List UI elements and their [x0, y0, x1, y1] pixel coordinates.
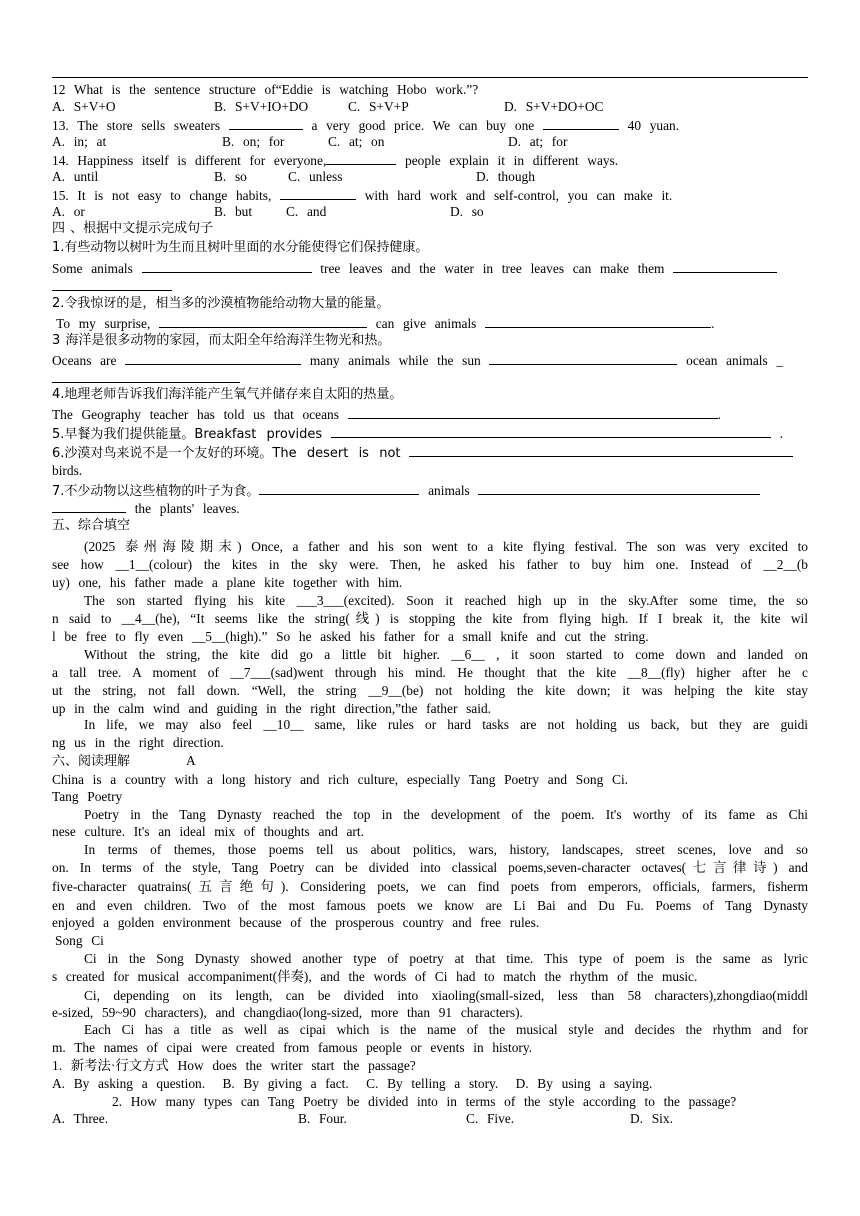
q12-option-a: A. S+V+O	[52, 99, 116, 114]
blank[interactable]	[229, 116, 303, 130]
blank[interactable]	[52, 499, 126, 513]
sentence-7-continuation: the plants' leaves.	[52, 499, 808, 518]
blank[interactable]	[673, 259, 777, 273]
blank[interactable]	[543, 116, 619, 130]
song-p3-line2: m. The names of cipai were created from famous people or events in history.	[52, 1040, 533, 1055]
blank[interactable]	[142, 259, 312, 273]
section-5-heading: 五、综合填空	[52, 518, 131, 533]
q2-option-b: B. Four.	[298, 1111, 347, 1126]
tang-p2-line5: enjoyed a golden environment because of the prosperous country and free rules.	[52, 915, 540, 930]
blank[interactable]	[52, 369, 240, 383]
tang-p1-line2: nese culture. It's an ideal mix of thoughts and art.	[52, 824, 364, 839]
sentence-3-continuation	[52, 369, 808, 388]
cloze-p3-line2: a tall tree. A moment of __7___(sad)went through his mind. He thought that the kite __8__(fly) higher after he c	[52, 665, 808, 680]
sentence-6-continuation: birds.	[52, 463, 83, 478]
sentence-4-chinese: 4.地理老师告诉我们海洋能产生氧气并储存来自太阳的热量。	[52, 387, 403, 402]
blank[interactable]	[489, 351, 677, 365]
cloze-p4-line1: In life, we may also feel __10__ same, like rules or hard tasks are not holding us back, but they are guidi	[84, 717, 808, 732]
q14-option-a: A. until	[52, 169, 99, 184]
question-15-stem: 15. It is not easy to change habits, with hard work and self-control, you can make it.	[52, 188, 673, 203]
tang-poetry-title: Tang Poetry	[52, 789, 123, 804]
blank[interactable]	[52, 277, 172, 291]
q15-option-c: C. and	[286, 204, 327, 219]
question-12-stem: 12 What is the sentence structure of“Eddie is watching Hobo work.”?	[52, 82, 479, 97]
song-p3-line1: Each Ci has a title as well as cipai which is the name of the musical style and decides the rhythm and for	[84, 1022, 808, 1037]
blank[interactable]	[485, 314, 711, 328]
sentence-1-english: Some animals tree leaves and the water in tree leaves can make them	[52, 259, 808, 278]
cloze-p4-line2: ng us in the right direction.	[52, 735, 224, 750]
sentence-6: 6.沙漠对鸟来说不是一个友好的环境。The desert is not	[52, 443, 808, 463]
cloze-p3-line4: up in the calm wind and guiding in the right direction,”the father said.	[52, 701, 492, 716]
blank[interactable]	[159, 314, 367, 328]
blank[interactable]	[280, 186, 356, 200]
blank[interactable]	[331, 424, 771, 438]
cloze-p2-line2: n said to __4__(he), “It seems like the string(线) is stopping the kite from flying high. If I break it, the kite wil	[52, 611, 808, 626]
q13-option-b: B. on; for	[222, 134, 285, 149]
header-rule	[52, 77, 808, 78]
q12-option-b: B. S+V+IO+DO	[214, 99, 309, 114]
blank[interactable]	[326, 151, 396, 165]
q14-option-d: D. though	[476, 169, 535, 184]
song-p1-line2: s created for musical accompaniment(伴奏), and the words of Ci had to match the rhythm of the music.	[52, 969, 698, 984]
sentence-2-english: To my surprise, can give animals .	[56, 316, 715, 331]
cloze-p1-line2: see how __1__(colour) the kites in the sky were. Then, he asked his father to buy him one. Instead of __2__(b	[52, 557, 808, 572]
song-p1-line1: Ci in the Song Dynasty showed another type of poetry at that time. This type of poem is the same as lyric	[84, 951, 808, 966]
sentence-3-chinese: 3 海洋是很多动物的家园，而太阳全年给海洋生物光和热。	[52, 333, 391, 348]
cloze-p3-line1: Without the string, the kite did go a little bit higher. __6__ , it soon started to come down and landed on	[84, 647, 808, 662]
tang-p2-line3: five-character quatrains(五言绝句). Considering poets, we can find poets from emperors, officials, farmers, fisherm	[52, 879, 808, 894]
q2-option-d: D. Six.	[630, 1111, 673, 1126]
song-p2-line2: e-sized, 59~90 characters), and changdiao(long-sized, more than 91 characters).	[52, 1005, 523, 1020]
reading-q2-options	[52, 1110, 808, 1215]
q13-option-a: A. in; at	[52, 134, 107, 149]
q15-option-a: A. or	[52, 204, 85, 219]
blank[interactable]	[409, 443, 793, 457]
section-4-heading: 四 、根据中文提示完成句子	[52, 221, 214, 236]
sentence-3-english: Oceans are many animals while the sun ocean animals _	[52, 353, 784, 368]
blank[interactable]	[259, 481, 419, 495]
blank[interactable]	[125, 351, 301, 365]
tang-p2-line1: In terms of themes, those poems tell us about politics, wars, history, landscapes, street scenes, love and so	[84, 842, 808, 857]
q15-option-b: B. but	[214, 204, 253, 219]
reading-q2-stem: 2. How many types can Tang Poetry be divided into in terms of the style according to the passage?	[112, 1094, 737, 1109]
tang-p2-line2: on. In terms of the style, Tang Poetry can be divided into classical poems,seven-character octaves(七言律诗) and	[52, 860, 808, 875]
song-p2-line1: Ci, depending on its length, can be divided into xiaoling(small-sized, less than 58 characters),zhongdiao(middl	[84, 988, 808, 1003]
question-13-stem: 13. The store sells sweaters a very good price. We can buy one 40 yuan.	[52, 118, 680, 133]
sentence-4-english: The Geography teacher has told us that oceans .	[52, 407, 721, 422]
q14-option-b: B. so	[214, 169, 247, 184]
cloze-p2-line3: l be free to fly even __5__(high).” So he asked his father for a small knife and cut the string.	[52, 629, 649, 644]
reading-q1-options: A. By asking a question. B. By giving a fact. C. By telling a story. D. By using a saying.	[52, 1076, 653, 1091]
q12-option-c: C. S+V+P	[348, 99, 409, 114]
song-ci-title: Song Ci	[55, 933, 104, 948]
q2-option-c: C. Five.	[466, 1111, 515, 1126]
q13-option-c: C. at; on	[328, 134, 385, 149]
cloze-p2-line1: The son started flying his kite ___3___(excited). Soon it reached high up in the sky.After some time, the so	[84, 593, 808, 608]
blank[interactable]	[478, 481, 760, 495]
cloze-p3-line3: ut the string, not fall down. “Well, the string __9__(be) not holding the kite down; it was helping the kite stay	[52, 683, 808, 698]
sentence-1-continuation	[52, 277, 808, 296]
question-14-stem: 14. Happiness itself is different for everyone, people explain it in different ways.	[52, 153, 619, 168]
tang-p2-line4: en and even children. Two of the most famous poets we know are Li Bai and Du Fu. Poems of Tang Dynasty	[52, 898, 808, 913]
q2-option-a: A. Three.	[52, 1111, 109, 1126]
cloze-p1-line3: uy) one, his father made a plane kite together with him.	[52, 575, 403, 590]
tang-p1-line1: Poetry in the Tang Dynasty reached the top in the development of the poem. It's worthy of its fame as Chi	[84, 807, 808, 822]
sentence-2-chinese: 2.令我惊讶的是，相当多的沙漠植物能给动物大量的能量。	[52, 296, 390, 311]
q13-option-d: D. at; for	[508, 134, 568, 149]
sentence-5: 5.早餐为我们提供能量。Breakfast provides .	[52, 426, 783, 442]
section-6-heading: 六、阅读理解	[52, 754, 131, 769]
q15-option-d: D. so	[450, 204, 484, 219]
q12-option-d: D. S+V+DO+OC	[504, 99, 604, 114]
passage-intro: China is a country with a long history and rich culture, especially Tang Poetry and Song Ci.	[52, 772, 629, 787]
section-6-heading-row	[52, 752, 808, 771]
cloze-p1-line1: (2025 泰州海陵期末) Once, a father and his son went to a kite flying festival. The son was very excited to	[84, 539, 808, 554]
sentence-7: 7.不少动物以这些植物的叶子为食。 animals	[52, 481, 808, 501]
reading-q1-stem: 1. 新考法·行文方式 How does the writer start the passage?	[52, 1058, 416, 1073]
passage-label: A	[186, 753, 196, 768]
sentence-1-chinese: 1.有些动物以树叶为生而且树叶里面的水分能使得它们保持健康。	[52, 240, 429, 255]
q14-option-c: C. unless	[288, 169, 343, 184]
blank[interactable]	[348, 405, 718, 419]
